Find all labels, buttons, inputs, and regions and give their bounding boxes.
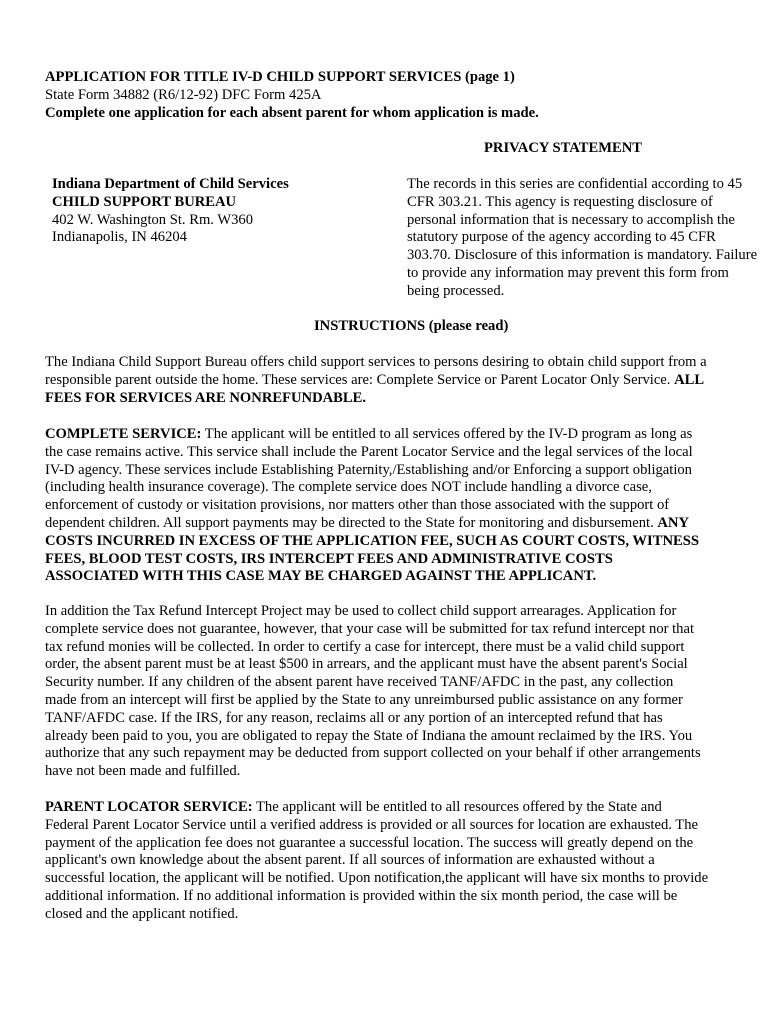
privacy-statement-title: PRIVACY STATEMENT [484, 140, 642, 156]
privacy-statement-text [407, 176, 770, 301]
form-header [45, 69, 745, 122]
parent-locator-line: applicant's own knowledge about the absent parent. If all sources of information are exhausted without a [45, 852, 655, 869]
parent-locator-paragraph [45, 799, 761, 924]
complete-service-emphasis-line: COSTS INCURRED IN EXCESS OF THE APPLICATION FEE, SUCH AS COURT COSTS, WITNESS [45, 532, 699, 549]
agency-street: 402 W. Washington St. Rm. W360 [52, 211, 253, 228]
tax-refund-line: In addition the Tax Refund Intercept Project may be used to collect child support arrearages. Application for [45, 603, 677, 619]
instructions-title: INSTRUCTIONS (please read) [314, 318, 509, 334]
tax-refund-line: Security number. If any children of the absent parent have received TANF/AFDC in the past, any collection [45, 674, 674, 691]
complete-service-line: (including health insurance coverage). The complete service does NOT include handling a divorce case, [45, 479, 652, 496]
tax-refund-line: TANF/AFDC case. If the IRS, for any reason, reclaims all or any portion of an intercepted refund that has [45, 709, 663, 726]
parent-locator-line: additional information. If no additional information is provided within the six month period, the case will be [45, 887, 678, 904]
tax-refund-line: order, the absent parent must be at least $500 in arrears, and the applicant must have the absent parent's Social [45, 656, 688, 673]
parent-locator-line: Federal Parent Locator Service until a verified address is provided or all sources for location are exhausted. The [45, 816, 698, 833]
tax-refund-paragraph [45, 603, 761, 781]
form-instruction: Complete one application for each absent parent for whom application is made. [45, 104, 539, 121]
tax-refund-line: have not been made and fulfilled. [45, 763, 241, 780]
intro-line [45, 372, 761, 390]
tax-refund-line: tax refund monies will be collected. In order to certify a case for intercept, there must be a valid child support [45, 638, 685, 655]
complete-service-heading: COMPLETE SERVICE: [45, 426, 202, 442]
form-id: State Form 34882 (R6/12-92) DFC Form 425A [45, 86, 322, 103]
privacy-line: personal information that is necessary to accomplish the [407, 211, 735, 228]
privacy-line: 303.70. Disclosure of this information is mandatory. Failure [407, 247, 758, 264]
parent-locator-line: closed and the applicant notified. [45, 905, 239, 922]
parent-locator-line [45, 799, 761, 817]
intro-emphasis-line: FEES FOR SERVICES ARE NONREFUNDABLE. [45, 389, 367, 406]
complete-service-emphasis-line: FEES, BLOOD TEST COSTS, IRS INTERCEPT FEES AND ADMINISTRATIVE COSTS [45, 550, 613, 567]
privacy-line: The records in this series are confidential according to 45 [407, 176, 743, 192]
complete-service-emphasis: ANY [657, 514, 690, 531]
complete-service-line: IV-D agency. These services include Establishing Paternity,/Establishing and/or Enforcing a support obligation [45, 461, 692, 478]
parent-locator-heading: PARENT LOCATOR SERVICE: [45, 799, 253, 815]
agency-name: Indiana Department of Child Services [52, 176, 289, 192]
intro-line: The Indiana Child Support Bureau offers child support services to persons desiring to obtain child support from a [45, 354, 707, 370]
tax-refund-line: authorize that any such repayment may be deducted from support collected on your behalf if other arrangements [45, 745, 701, 762]
complete-service-line [45, 426, 761, 444]
complete-service-line: enforcement of custody or visitation provisions, nor matters other than those associated with the support of [45, 497, 670, 514]
privacy-line: being processed. [407, 282, 505, 299]
privacy-line: to provide any information may prevent this form from [407, 264, 729, 281]
privacy-line: statutory purpose of the agency according to 45 CFR [407, 229, 716, 246]
privacy-line: CFR 303.21. This agency is requesting disclosure of [407, 193, 713, 210]
complete-service-text: The applicant will be entitled to all services offered by the IV-D program as long as [201, 426, 693, 442]
intro-text: responsible parent outside the home. These services are: Complete Service or Parent Locator Only Service. [45, 371, 675, 388]
complete-service-text: dependent children. All support payments may be directed to the State for monitoring and disbursement. [45, 514, 658, 531]
agency-address [52, 176, 372, 247]
intro-paragraph [45, 354, 761, 407]
complete-service-line [45, 515, 761, 533]
complete-service-paragraph [45, 426, 761, 586]
parent-locator-line: payment of the application fee does not guarantee a successful location. The success will greatly depend on the [45, 834, 694, 851]
tax-refund-line: made from an intercept will first be applied by the State to any unreimbursed public assistance on any former [45, 691, 683, 708]
tax-refund-line: already been paid to you, you are obligated to repay the State of Indiana the amount reclaimed by the IRS. You [45, 727, 693, 744]
tax-refund-line: complete service does not guarantee, however, that your case will be submitted for tax refund intercept nor that [45, 620, 695, 637]
complete-service-emphasis-line: ASSOCIATED WITH THIS CASE MAY BE CHARGED AGAINST THE APPLICANT. [45, 568, 597, 585]
form-title: APPLICATION FOR TITLE IV-D CHILD SUPPORT SERVICES (page 1) [45, 69, 515, 85]
parent-locator-line: successful location, the applicant will be notified. Upon notification,the applicant will have six months to provide [45, 870, 709, 887]
agency-city: Indianapolis, IN 46204 [52, 229, 187, 246]
complete-service-line: the case remains active. This service shall include the Parent Locator Service and the legal services of the local [45, 443, 693, 460]
intro-emphasis: ALL [674, 371, 705, 388]
agency-bureau: CHILD SUPPORT BUREAU [52, 193, 237, 210]
parent-locator-text: The applicant will be entitled to all resources offered by the State and [252, 799, 662, 815]
